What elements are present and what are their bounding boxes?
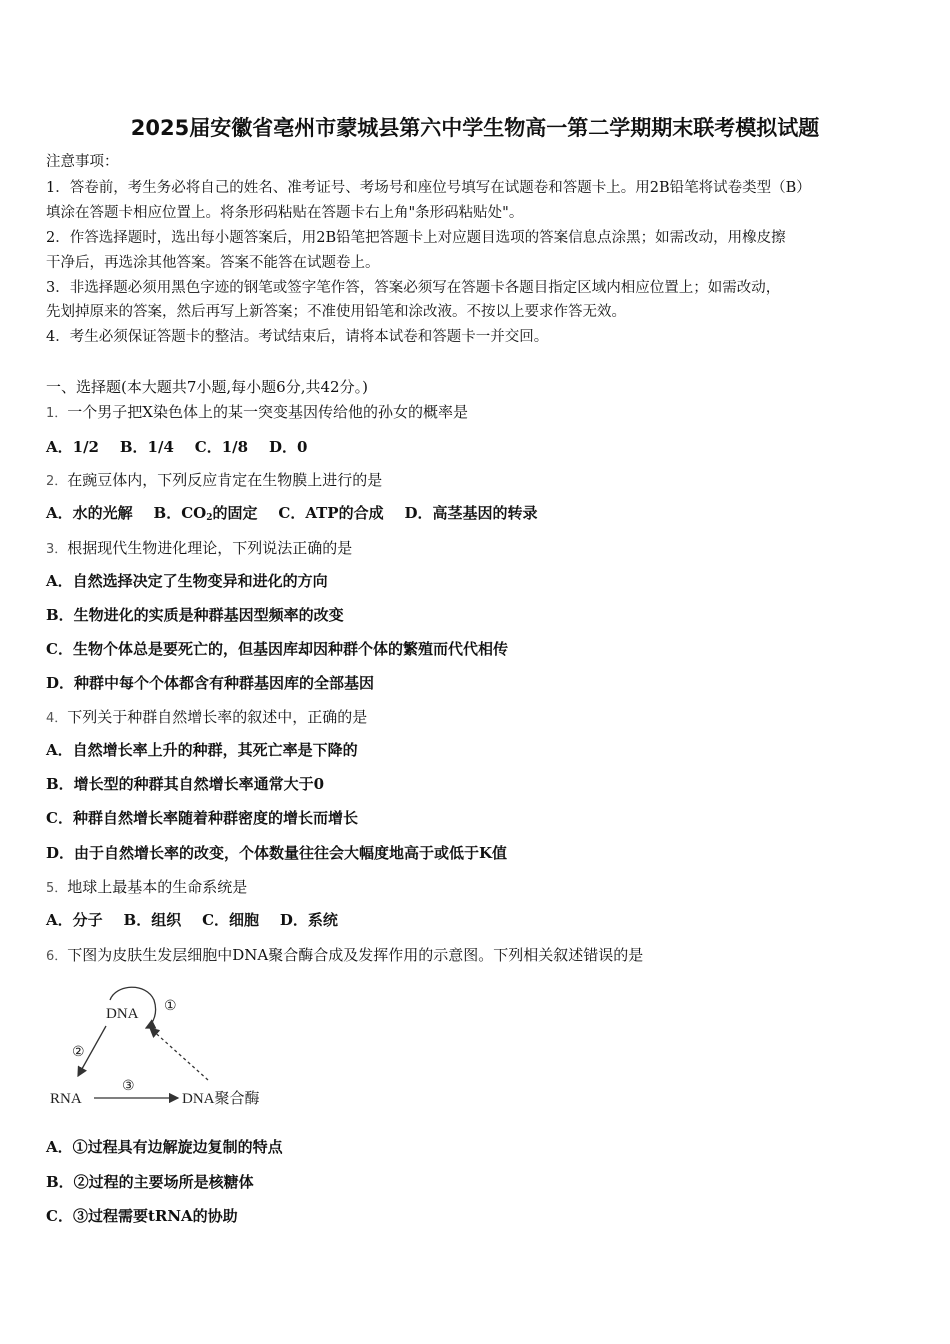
question-5 xyxy=(46,877,247,899)
question-text: 根据现代生物进化理论，下列说法正确的是 xyxy=(67,539,353,557)
dna-polymerase-diagram xyxy=(46,976,286,1116)
step-3-label: ③ xyxy=(122,1078,135,1094)
option-b: B．$CO_2$的固定 xyxy=(153,504,258,523)
notice-line: 先划掉原来的答案，然后再写上新答案；不准使用铅笔和涂改液。不按以上要求作答无效。 xyxy=(46,304,626,320)
question-number: 5． xyxy=(46,881,68,896)
diagram-rna-label: RNA xyxy=(50,1091,82,1107)
notice-line: 1．答卷前，考生务必将自己的姓名、准考证号、考场号和座位号填写在试题卷和答题卡上。用2B铅笔将试卷类型（B） xyxy=(46,180,811,196)
question-text: 下图为皮肤生发层细胞中DNA聚合酶合成及发挥作用的示意图。下列相关叙述错误的是 xyxy=(67,946,644,964)
option-c: C．③过程需要tRNA的协助 xyxy=(46,1207,238,1225)
enzyme-feedback-arrow xyxy=(150,1028,208,1080)
question-4 xyxy=(46,707,367,729)
question-number: 4． xyxy=(46,711,68,726)
question-number: 3． xyxy=(46,542,68,557)
option-d: D．由于自然增长率的改变，个体数量往往会大幅度地高于或低于K值 xyxy=(46,844,508,862)
diagram-enzyme-label: DNA聚合酶 xyxy=(182,1091,260,1107)
option-b: B．②过程的主要场所是核糖体 xyxy=(46,1173,254,1191)
question-3 xyxy=(46,538,352,560)
option-b: B．增长型的种群其自然增长率通常大于0 xyxy=(46,775,325,793)
question-number: 1． xyxy=(46,406,68,421)
page-title: 2025届安徽省亳州市蒙城县第六中学生物高一第二学期期末联考模拟试题 xyxy=(130,116,820,140)
question-2-options xyxy=(46,503,538,528)
step-1-label: ① xyxy=(164,998,177,1014)
section-heading: 一、选择题(本大题共7小题,每小题6分,共42分。) xyxy=(46,378,368,396)
notice-line: 干净后，再选涂其他答案。答案不能答在试题卷上。 xyxy=(46,255,380,271)
option-a: A．自然选择决定了生物变异和进化的方向 xyxy=(46,572,328,590)
step-2-label: ② xyxy=(72,1044,85,1060)
question-number: 2． xyxy=(46,474,68,489)
option-a: A．水的光解 xyxy=(46,504,133,522)
option-c: C．种群自然增长率随着种群密度的增长而增长 xyxy=(46,809,358,827)
option-c: C．生物个体总是要死亡的，但基因库却因种群个体的繁殖而代代相传 xyxy=(46,640,508,658)
question-1 xyxy=(46,402,468,424)
question-text: 地球上最基本的生命系统是 xyxy=(67,878,248,896)
question-text: 下列关于种群自然增长率的叙述中，正确的是 xyxy=(67,708,368,726)
diagram-dna-label: DNA xyxy=(106,1006,139,1022)
option-d: D．种群中每个个体都含有种群基因库的全部基因 xyxy=(46,674,375,692)
option-d: D．高茎基因的转录 xyxy=(404,504,538,522)
notice-line: 填涂在答题卡相应位置上。将条形码粘贴在答题卡右上角"条形码粘贴处"。 xyxy=(46,205,524,221)
option-b: B．生物进化的实质是种群基因型频率的改变 xyxy=(46,606,344,624)
option-c: C．ATP的合成 xyxy=(278,504,384,522)
option-a: A．①过程具有边解旋边复制的特点 xyxy=(46,1138,283,1156)
notice-line: 3．非选择题必须用黑色字迹的钢笔或签字笔作答，答案必须写在答题卡各题目指定区域内相应位置上；如需改动， xyxy=(46,280,781,296)
notice-line: 4．考生必须保证答题卡的整洁。考试结束后，请将本试卷和答题卡一并交回。 xyxy=(46,329,549,345)
question-1-options: A．1/2 B．1/4 C．1/8 D．0 xyxy=(46,438,308,456)
question-6 xyxy=(46,945,643,967)
question-number: 6． xyxy=(46,949,68,964)
question-5-options: A．分子 B．组织 C．细胞 D．系统 xyxy=(46,911,338,929)
notice-line: 2．作答选择题时，选出每小题答案后，用2B铅笔把答题卡上对应题目选项的答案信息点涂黑；如需改动，用橡皮擦 xyxy=(46,230,786,246)
option-a: A．自然增长率上升的种群，其死亡率是下降的 xyxy=(46,741,358,759)
question-2 xyxy=(46,470,382,492)
question-text: 一个男子把X染色体上的某一突变基因传给他的孙女的概率是 xyxy=(67,403,468,421)
question-text: 在豌豆体内，下列反应肯定在生物膜上进行的是 xyxy=(67,471,383,489)
notice-heading: 注意事项： xyxy=(46,154,119,170)
